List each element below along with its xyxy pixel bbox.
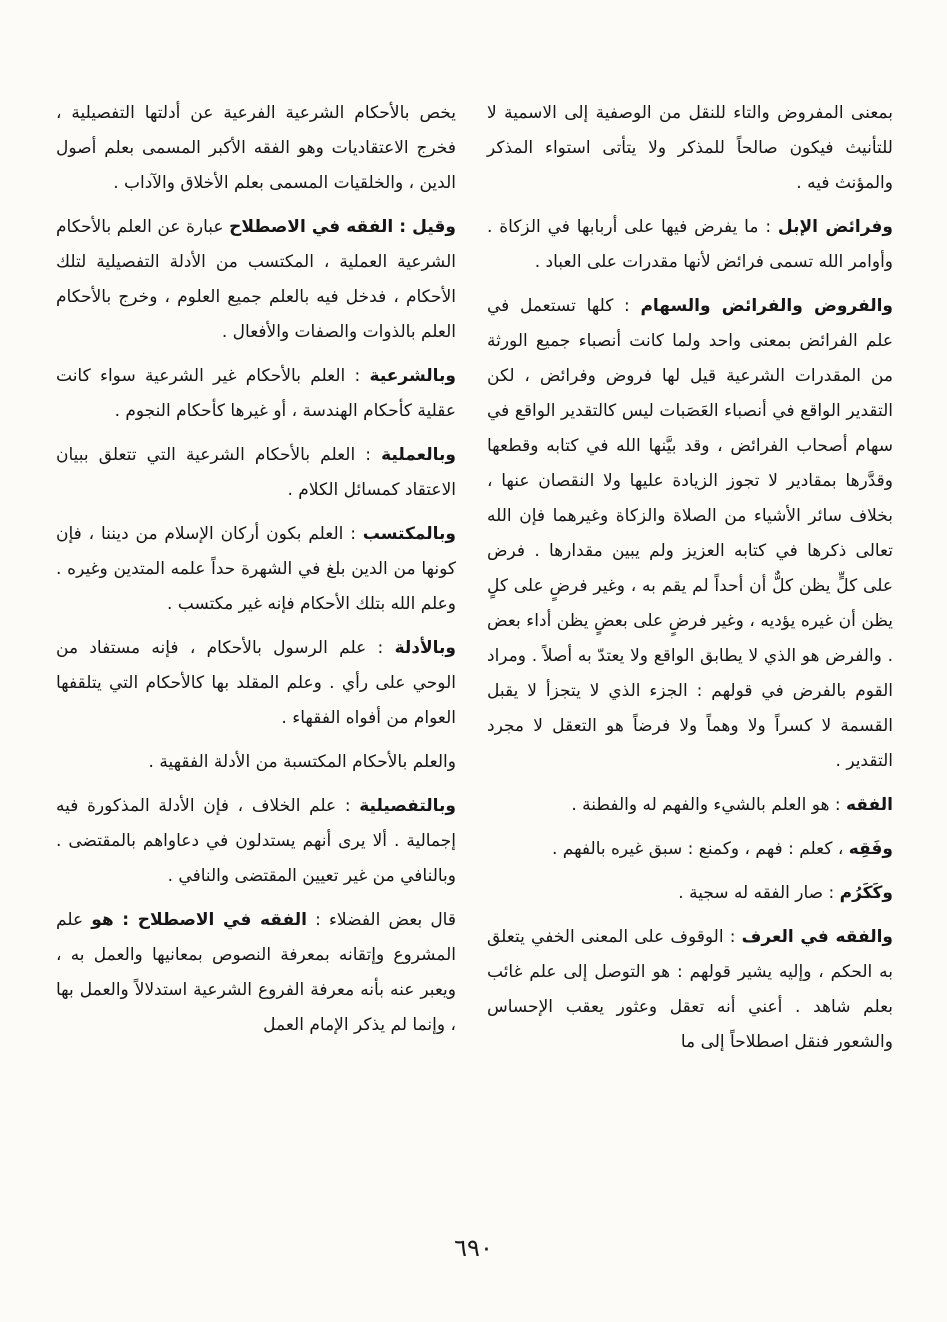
paragraph [56,438,456,508]
term-lead: والفقه في العرف [741,927,893,947]
term-lead: وفرائض الإبل [777,217,893,237]
paragraph [56,359,456,429]
paragraph [487,876,893,911]
term-lead: وبالمكتسب [362,524,456,544]
paragraph [56,210,456,350]
paragraph-text: : العلم بكون أركان الإسلام من ديننا ، فإن كونها من الدين بلغ في الشهرة حداً علمه المتدين وغيره . وعلم الله بتلك الأحكام فإنه غير مكتسب . [56,524,456,614]
term-lead: الفقه [846,795,893,815]
paragraph [487,832,893,867]
paragraph-text: ، كعلم : فهم ، وكمنع : سبق غيره بالفهم . [551,839,849,859]
paragraph-text: : العلم بالأحكام الشرعية التي تتعلق ببيان الاعتقاد كمسائل الكلام . [56,445,456,500]
paragraph [487,289,893,779]
paragraph [487,788,893,823]
paragraph-text: بمعنى المفروض والتاء للنقل من الوصفية إلى الاسمية لا للتأنيث فيكون صالحاً للمذكر ولا يتأتى استواء المذكر والمؤنث فيه . [487,103,893,193]
paragraph-text: : علم الخلاف ، فإن الأدلة المذكورة فيه إجمالية . ألا يرى أنهم يستدلون في دعاواهم بالمقتضى . وبالنافي من غير تعيين المقتضى والنافي . [56,796,456,886]
term-lead: وقيل : الفقه في الاصطلاح [229,217,456,237]
paragraph-text: : ما يفرض فيها على أربابها في الزكاة . وأوامر الله تسمى فرائض لأنها مقدرات على العباد . [487,217,893,272]
paragraph-text: : هو العلم بالشيء والفهم له والفطنة . [571,795,846,815]
paragraph [56,96,456,201]
paragraph [487,920,893,1060]
term-lead: الفقه في الاصطلاح : هو [91,910,307,930]
paragraph-text: والعلم بالأحكام المكتسبة من الأدلة الفقهية . [148,752,456,772]
paragraph-text: : علم الرسول بالأحكام ، فإنه مستفاد من الوحي على رأي . وعلم المقلد بها كالأحكام التي يتلقفها العوام من أفواه الفقهاء . [56,638,456,728]
term-lead: وفَقِه [848,839,893,859]
term-lead: وبالشرعية [369,366,456,386]
term-lead: وكَكَرُم [839,883,893,903]
paragraph-text: : الوقوف على المعنى الخفي يتعلق به الحكم ، وإليه يشير قولهم : هو التوصل إلى علم غائب بعلم شاهد . أعني أنه تعقل وعثور يعقب الإحساس والشعور فنقل اصطلاحاً إلى ما [487,927,893,1052]
paragraph-text: قال بعض الفضلاء : [306,910,456,930]
paragraph-text: : صار الفقه له سجية . [678,883,840,903]
page-number: ٦٩٠ [454,1234,493,1262]
paragraph-text: : العلم بالأحكام غير الشرعية سواء كانت عقلية كأحكام الهندسة ، أو غيرها كأحكام النجوم . [56,366,456,421]
paragraph-text: عبارة عن العلم بالأحكام الشرعية العملية ، المكتسب من الأدلة التفصيلية لتلك الأحكام ، فدخل فيه بالعلم جميع العلوم ، وخرج بالأحكام العلم بالذوات والصفات والأفعال . [56,217,456,342]
term-lead: والفروض والفرائض والسهام [640,296,893,316]
paragraph [487,96,893,201]
paragraph-text: علم المشروع وإتقانه بمعرفة النصوص بمعانيها والعمل به ، ويعبر عنه بأنه معرفة الفروع الشرعية استدلالاً والعمل بها ، وإنما لم يذكر الإمام العمل [56,910,456,1035]
paragraph-text: يخص بالأحكام الشرعية الفرعية عن أدلتها التفصيلية ، فخرج الاعتقاديات وهو الفقه الأكبر المسمى بعلم أصول الدين ، والخلقيات المسمى بعلم الأخلاق والآداب . [56,103,456,193]
term-lead: وبالتفصيلية [359,796,456,816]
paragraph [56,631,456,736]
paragraph [487,210,893,280]
column-left [56,96,456,1052]
paragraph [56,903,456,1043]
term-lead: وبالأدلة [394,638,456,658]
paragraph [56,517,456,622]
paragraph-text: : كلها تستعمل في علم الفرائض بمعنى واحد ولما كانت أنصباء جميع الورثة من المقدرات الشرعية قيل لها فروض وفرائض ، لكن التقدير الواقع في أنصباء العَصَبات ليس كالتقدير الواقع في سهام أصحاب الفرائض ، وقد بيَّنها الله في كتابه وقطعها وقدَّرها بمقادير لا تجوز الزيادة عليها ولا النقصان عنها ، بخلاف سائر الأشياء من الصلاة والزكاة وغيرهما فإن الله تعالى ذكرها في كتابه العزيز ولم يبين مقدارها . فرض على كلٍّ يظن كلٌّ أن أحداً لم يقم به ، وغير فرضٍ على كلٍ يظن أن غيره يؤديه ، وغير فرضٍ على بعضٍ يظن أداء بعض . والفرض هو الذي لا يطابق الواقع ولا يعتدّ به أصلاً . ومراد القوم بالفرض في قولهم : الجزء الذي لا يتجزأ لا يقبل القسمة لا كسراً ولا وهماً ولا فرضاً هو التعقل لا مجرد التقدير . [487,296,893,771]
paragraph [56,745,456,780]
paragraph [56,789,456,894]
column-right [487,96,893,1069]
term-lead: وبالعملية [381,445,456,465]
